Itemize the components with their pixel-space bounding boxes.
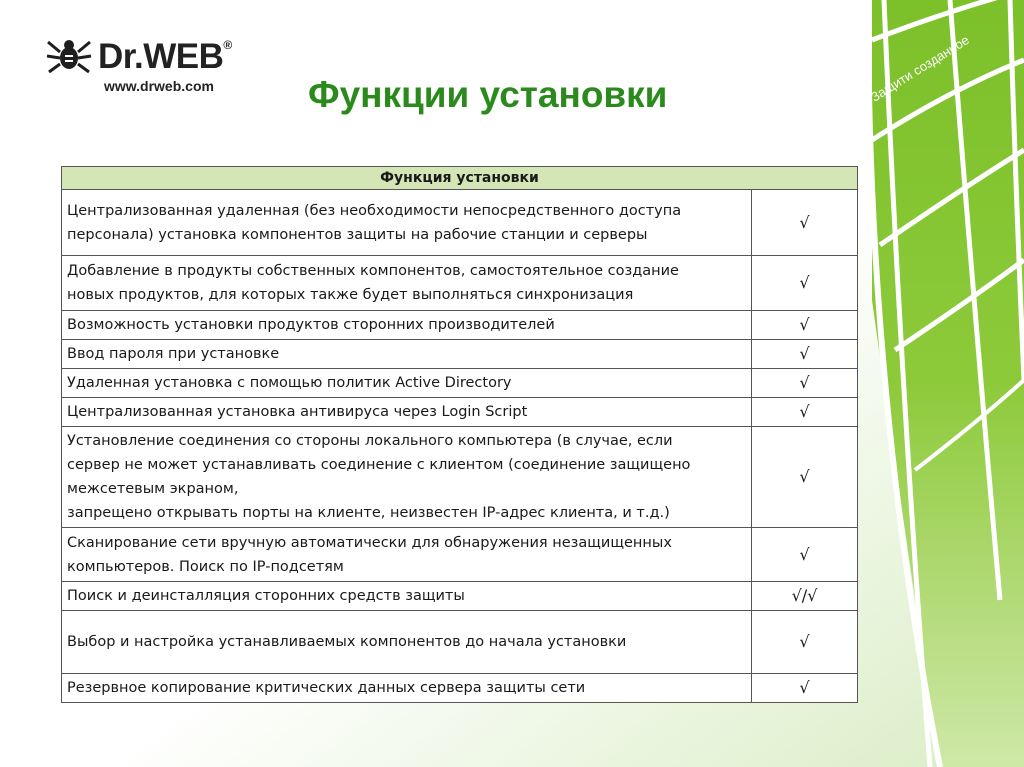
table-row [62, 369, 858, 398]
table-header: Функция установки [62, 167, 858, 190]
page-title: Функции установки [308, 74, 668, 115]
feature-cell: Установление соединения со стороны локального компьютера (в случае, если сервер не может устанавливать соединение с клиентом (соединение защищено межсетевым экраном, запрещено открывать порты на клиенте, неизвестен IP-адрес клиента, и т.д.) [62, 427, 752, 528]
feature-cell: Удаленная установка с помощью политик Active Directory [62, 369, 752, 398]
logo-url: www.drweb.com [104, 78, 214, 94]
feature-cell: Добавление в продукты собственных компонентов, самостоятельное создание новых продуктов, для которых также будет выполняться синхронизация [62, 256, 752, 311]
table-row [62, 190, 858, 256]
drweb-logo [46, 36, 232, 94]
feature-cell: Возможность установки продуктов сторонних производителей [62, 311, 752, 340]
features-table [61, 166, 858, 703]
feature-cell: Централизованная установка антивируса через Login Script [62, 398, 752, 427]
feature-cell: Централизованная удаленная (без необходимости непосредственного доступа персонала) установка компонентов защиты на рабочие станции и серверы [62, 190, 752, 256]
table-row [62, 427, 858, 528]
checkmark-cell: √ [752, 190, 858, 256]
checkmark-cell: √ [752, 311, 858, 340]
checkmark-cell: √ [752, 674, 858, 703]
feature-cell: Сканирование сети вручную автоматически для обнаружения незащищенных компьютеров. Поиск по IP-подсетям [62, 528, 752, 582]
feature-cell: Поиск и деинсталляция сторонних средств защиты [62, 582, 752, 611]
checkmark-cell: √/√ [752, 582, 858, 611]
table-row [62, 582, 858, 611]
checkmark-cell: √ [752, 256, 858, 311]
feature-cell: Ввод пароля при установке [62, 340, 752, 369]
checkmark-cell: √ [752, 611, 858, 674]
table-row [62, 611, 858, 674]
table-row [62, 340, 858, 369]
checkmark-cell: √ [752, 528, 858, 582]
table-row [62, 674, 858, 703]
checkmark-cell: √ [752, 427, 858, 528]
table-row [62, 256, 858, 311]
slogan-text: Защити созданное [868, 32, 972, 105]
checkmark-cell: √ [752, 398, 858, 427]
table-header-row [62, 167, 858, 190]
table-row [62, 311, 858, 340]
logo-brand: Dr.WEB® [98, 36, 232, 76]
table-row [62, 528, 858, 582]
checkmark-cell: √ [752, 340, 858, 369]
feature-cell: Резервное копирование критических данных сервера защиты сети [62, 674, 752, 703]
checkmark-cell: √ [752, 369, 858, 398]
spider-logo-icon [46, 36, 92, 76]
table-row [62, 398, 858, 427]
feature-cell: Выбор и настройка устанавливаемых компонентов до начала установки [62, 611, 752, 674]
